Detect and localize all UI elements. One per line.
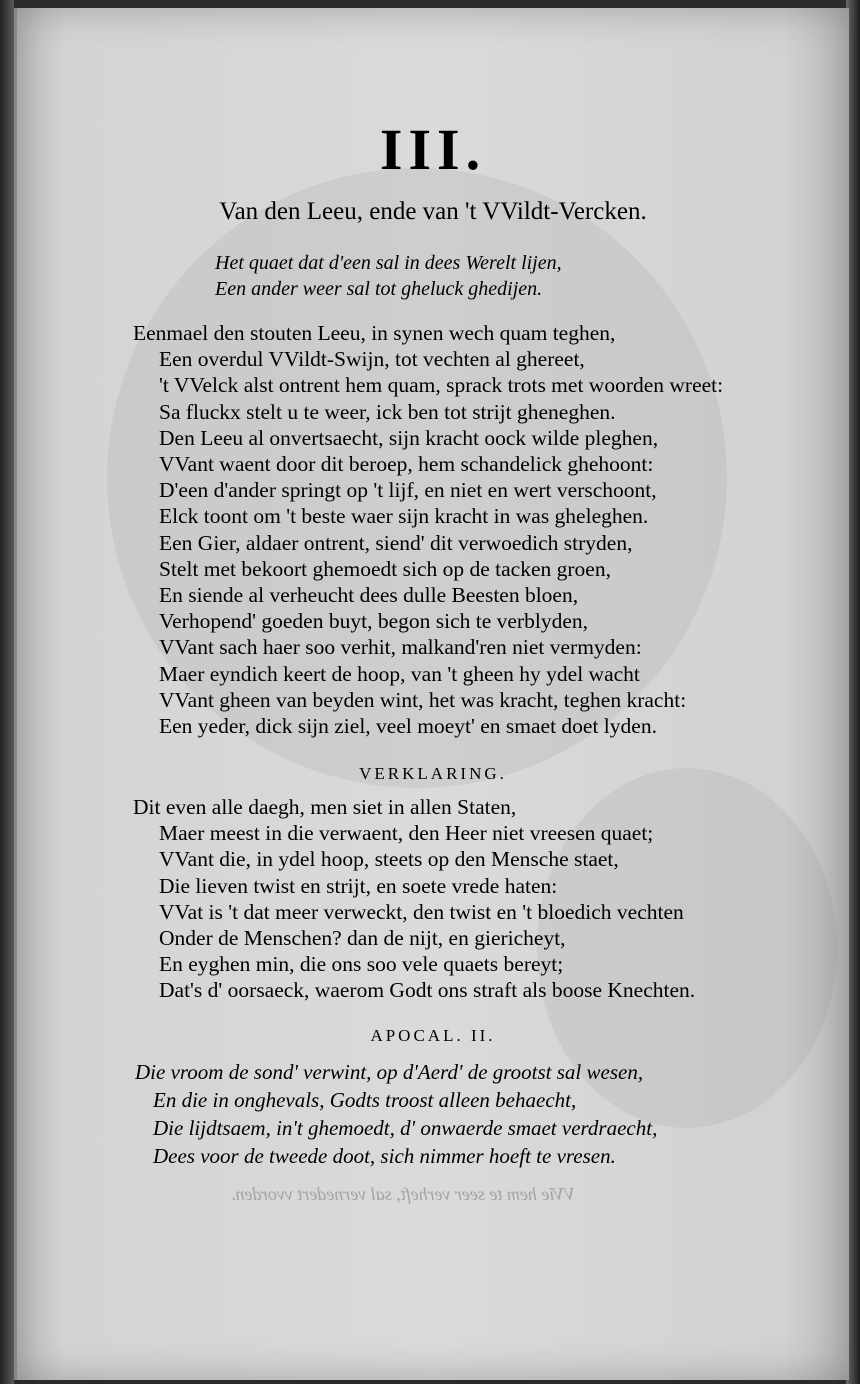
motto-line: Een ander weer sal tot gheluck ghedijen. <box>215 278 543 300</box>
poem-line: Elck toont om 't beste waer sijn kracht in was gheleghen. <box>159 504 649 529</box>
book-spine <box>0 0 14 1384</box>
verklaring-heading: VERKLARING. <box>359 764 507 783</box>
poem-line: Een Gier, aldaer ontrent, siend' dit verwoedich stryden, <box>159 530 633 555</box>
verklaring-line: Dat's d' oorsaeck, waerom Godt ons straft als boose Knechten. <box>159 978 696 1003</box>
poem-line: Sa fluckx stelt u te weer, ick ben tot strijt gheneghen. <box>159 399 616 424</box>
book-page <box>14 8 849 1380</box>
motto <box>215 250 562 302</box>
verklaring-line: VVant die, in ydel hoop, steets op den Mensche staet, <box>159 847 619 872</box>
verklaring-line: VVat is 't dat meer verweckt, den twist en 't bloedich vechten <box>159 899 684 924</box>
scripture-line: Dees voor de tweede doot, sich nimmer hoeft te vresen. <box>153 1144 616 1168</box>
verklaring-line: En eyghen min, die ons soo vele quaets bereyt; <box>159 952 564 977</box>
scripture-line: Die lijdtsaem, in't ghemoedt, d' onwaerde smaet verdraecht, <box>153 1116 658 1140</box>
scripture-verse <box>135 1058 835 1170</box>
verklaring-line: Maer meest in die verwaent, den Heer niet vreesen quaet; <box>159 821 654 846</box>
poem-line: VVant waent door dit beroep, hem schandelick ghehoont: <box>159 452 654 477</box>
poem-line: Verhopend' goeden buyt, begon sich te verblyden, <box>159 609 588 634</box>
poem-line: Een overdul VVildt-Swijn, tot vechten al ghereet, <box>159 347 585 372</box>
verklaring-poem <box>133 794 833 1004</box>
poem-line: Eenmael den stouten Leeu, in synen wech quam teghen, <box>133 321 616 345</box>
fable-numeral: III. <box>379 117 487 182</box>
motto-line: Het quaet dat d'een sal in dees Werelt lijen, <box>215 252 562 274</box>
poem-line: VVant sach haer soo verhit, malkand'ren niet vermyden: <box>159 635 642 660</box>
poem-line: D'een d'ander springt op 't lijf, en niet en wert verschoont, <box>159 478 657 503</box>
show-through-text: VVie hem te seer verheft, sal vernedert vvorden. <box>231 1184 576 1204</box>
poem-line: 't VVelck alst ontrent hem quam, sprack trots met woorden wreet: <box>159 373 724 398</box>
apocal-heading: APOCAL. II. <box>370 1026 496 1045</box>
scripture-line: Die vroom de sond' verwint, op d'Aerd' de grootst sal wesen, <box>135 1060 644 1084</box>
fable-title: Van den Leeu, ende van 't VVildt-Vercken. <box>219 198 647 225</box>
scripture-line: En die in onghevals, Godts troost alleen behaecht, <box>153 1088 577 1112</box>
poem-line: Een yeder, dick sijn ziel, veel moeyt' en smaet doet lyden. <box>159 714 657 739</box>
poem-line: Stelt met bekoort ghemoedt sich op de tacken groen, <box>159 556 611 581</box>
verklaring-line: Onder de Menschen? dan de nijt, en giericheyt, <box>159 926 566 951</box>
verklaring-line: Die lieven twist en strijt, en soete vrede haten: <box>159 873 558 898</box>
poem-line: Maer eyndich keert de hoop, van 't gheen hy ydel wacht <box>159 661 640 686</box>
poem-line: Den Leeu al onvertsaecht, sijn kracht oock wilde pleghen, <box>159 425 659 450</box>
poem-line: VVant gheen van beyden wint, het was kracht, teghen kracht: <box>159 687 687 712</box>
poem-line: En siende al verheucht dees dulle Beesten bloen, <box>159 583 579 608</box>
fable-poem <box>133 320 833 739</box>
verklaring-line: Dit even alle daegh, men siet in allen Staten, <box>133 795 517 819</box>
